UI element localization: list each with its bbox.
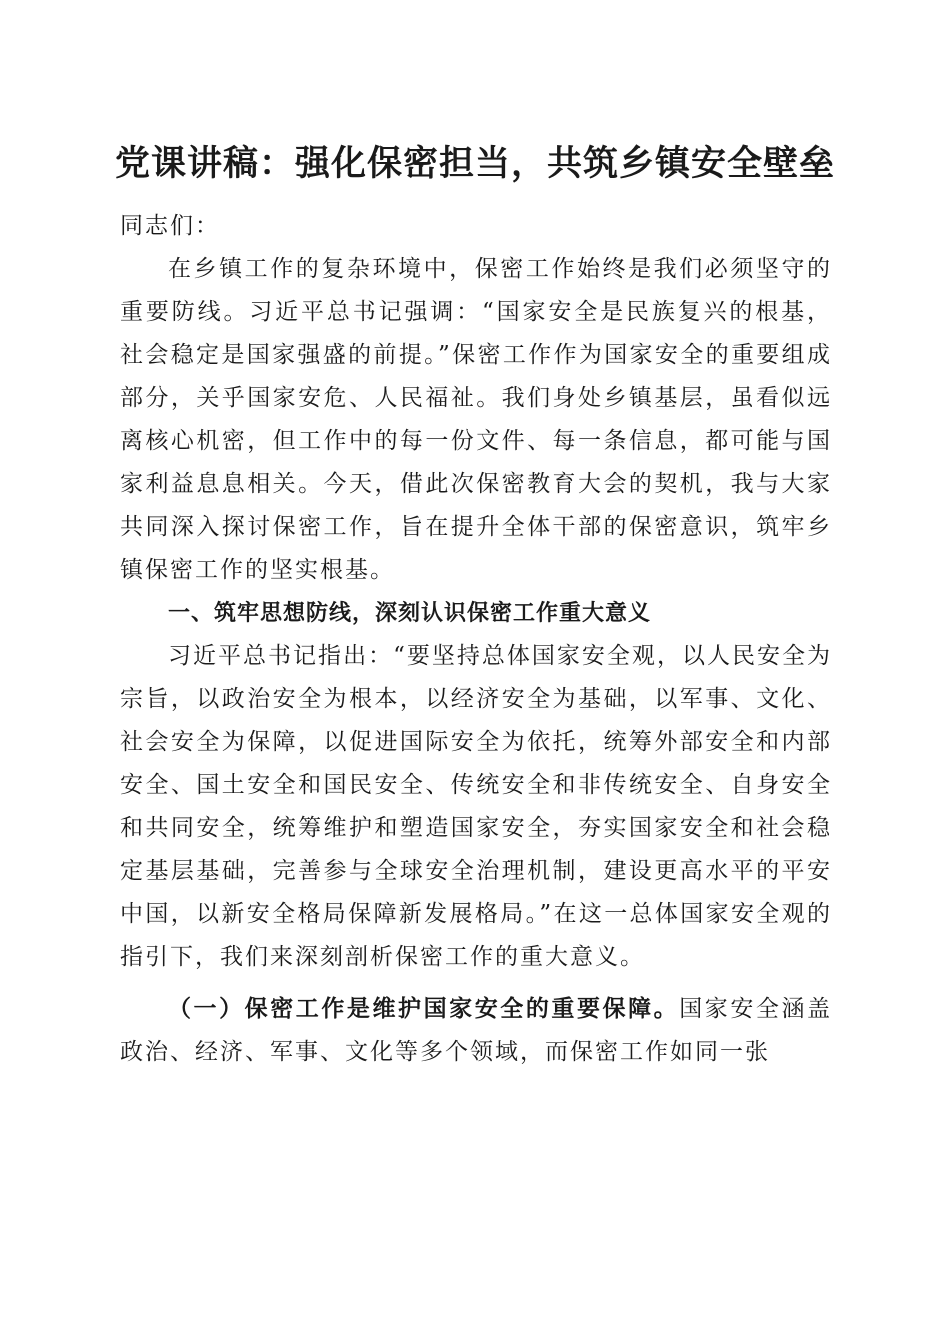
- section-heading: 一、筑牢思想防线，深刻认识保密工作重大意义: [168, 601, 652, 626]
- document-title: 党课讲稿：强化保密担当，共筑乡镇安全壁垒: [114, 143, 835, 184]
- subsection-paragraph: [120, 987, 832, 1074]
- intro-paragraph: 在乡镇工作的复杂环境中，保密工作始终是我们必须坚守的重要防线。习近平总书记强调：“国家安全是民族复兴的根基，社会稳定是国家强盛的前提。”保密工作作为国家安全的重要组成部分，关乎国家安危、人民福祉。我们身处乡镇基层，虽看似远离核心机密，但工作中的每一份文件、每一条信息，都可能与国家利益息息相关。今天，借此次保密教育大会的契机，我与大家共同深入探讨保密工作，旨在提升全体干部的保密意识，筑牢乡镇保密工作的坚实根基。: [120, 256, 832, 583]
- section-paragraph: 习近平总书记指出：“要坚持总体国家安全观，以人民安全为宗旨，以政治安全为根本，以经济安全为基础，以军事、文化、社会安全为保障，以促进国际安全为依托，统筹外部安全和内部安全、国土安全和国民安全、传统安全和非传统安全、自身安全和共同安全，统筹维护和塑造国家安全，夯实国家安全和社会稳定基层基础，完善参与全球安全治理机制，建设更高水平的平安中国，以新安全格局保障新发展格局。”在这一总体国家安全观的指引下，我们来深刻剖析保密工作的重大意义。: [120, 643, 832, 970]
- subsection-heading: （一）保密工作是维护国家安全的重要保障。: [168, 995, 680, 1022]
- salutation: 同志们：: [120, 213, 220, 239]
- paragraph-spacer: [120, 979, 832, 987]
- document-body: [120, 205, 832, 1074]
- subsection-text: 国家安全涵盖政治、经济、军事、文化等多个领域，而保密工作如同一张: [120, 996, 833, 1065]
